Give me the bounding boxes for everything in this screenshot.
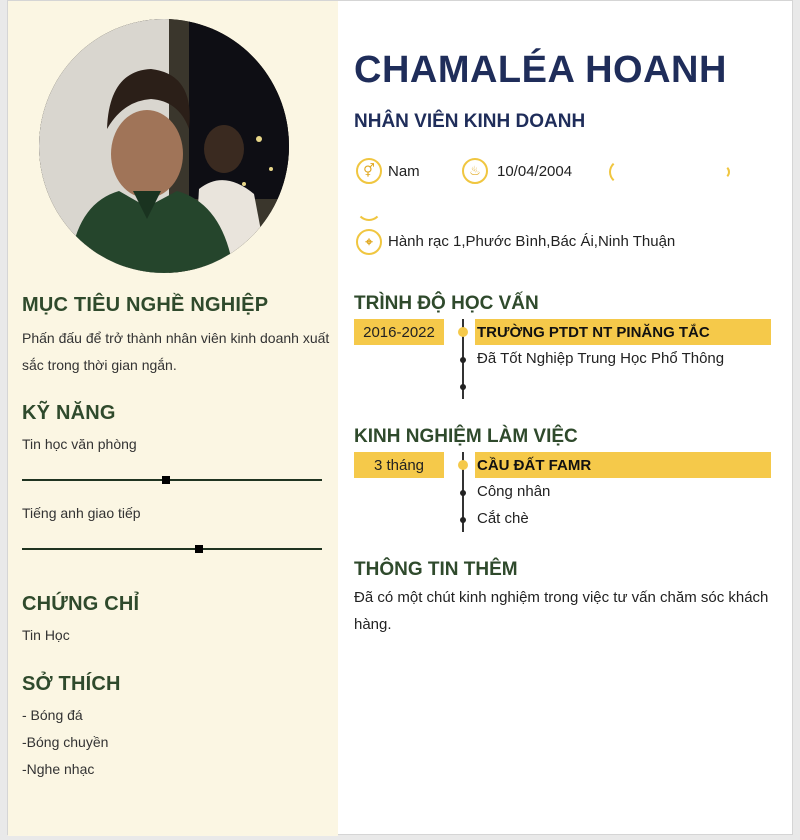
map-pin-icon: ⌖ bbox=[356, 229, 382, 255]
sidebar bbox=[8, 1, 338, 836]
experience-title: KINH NGHIỆM LÀM VIỆC bbox=[354, 426, 578, 447]
phone-icon bbox=[609, 159, 637, 185]
objective-text: Phấn đấu để trở thành nhân viên kinh doanh xuất sắc trong thời gian ngắn. bbox=[22, 330, 330, 373]
hobby-item: -Nghe nhạc bbox=[22, 761, 95, 777]
link-icon bbox=[356, 195, 382, 221]
additional-title: THÔNG TIN THÊM bbox=[354, 559, 518, 580]
hobby-item: -Bóng chuyền bbox=[22, 734, 109, 750]
skill-level-bar bbox=[22, 548, 322, 550]
avatar bbox=[39, 19, 289, 273]
certificates-title: CHỨNG CHỈ bbox=[22, 593, 140, 615]
education-detail: Đã Tốt Nghiệp Trung Học Phổ Thông bbox=[477, 350, 725, 367]
objective-title: MỤC TIÊU NGHỀ NGHIỆP bbox=[22, 294, 269, 316]
additional-text: Đã có một chút kinh nghiệm trong việc tư vấn chăm sóc khách hàng. bbox=[354, 589, 769, 633]
experience-detail: Công nhân bbox=[477, 483, 551, 500]
email-icon bbox=[716, 165, 730, 179]
timeline-dot bbox=[460, 357, 466, 363]
hobbies-title: SỞ THÍCH bbox=[22, 673, 121, 695]
skill-level-bar bbox=[22, 479, 322, 481]
hobby-item: - Bóng đá bbox=[22, 707, 83, 723]
skill-level-knob bbox=[162, 476, 170, 484]
gender-icon: ⚥ bbox=[356, 158, 382, 184]
candidate-name: CHAMALÉA HOANH bbox=[354, 49, 727, 91]
experience-detail: Cắt chè bbox=[477, 510, 529, 527]
education-title: TRÌNH ĐỘ HỌC VẤN bbox=[354, 293, 539, 314]
certificate-item: Tin Học bbox=[22, 627, 70, 643]
education-period: 2016-2022 bbox=[354, 319, 444, 345]
skill-label: Tiếng anh giao tiếp bbox=[22, 505, 141, 521]
gender-value: Nam bbox=[388, 163, 420, 180]
timeline-dot bbox=[458, 327, 468, 337]
cake-icon: ♨ bbox=[462, 158, 488, 184]
timeline-dot bbox=[460, 490, 466, 496]
skill-level-knob bbox=[195, 545, 203, 553]
skills-title: KỸ NĂNG bbox=[22, 402, 116, 424]
job-title: NHÂN VIÊN KINH DOANH bbox=[354, 111, 586, 132]
school-name: TRƯỜNG PTDT NT PINĂNG TẮC bbox=[475, 319, 771, 345]
timeline-dot bbox=[460, 384, 466, 390]
timeline-dot bbox=[458, 460, 468, 470]
birthday-value: 10/04/2004 bbox=[497, 163, 573, 180]
skill-label: Tin học văn phòng bbox=[22, 436, 137, 452]
company-name: CẦU ĐẤT FAMR bbox=[475, 452, 771, 478]
timeline-dot bbox=[460, 517, 466, 523]
address-value: Hành rạc 1,Phước Bình,Bác Ái,Ninh Thuận bbox=[388, 233, 676, 250]
experience-period: 3 tháng bbox=[354, 452, 444, 478]
cv-page bbox=[7, 0, 793, 835]
